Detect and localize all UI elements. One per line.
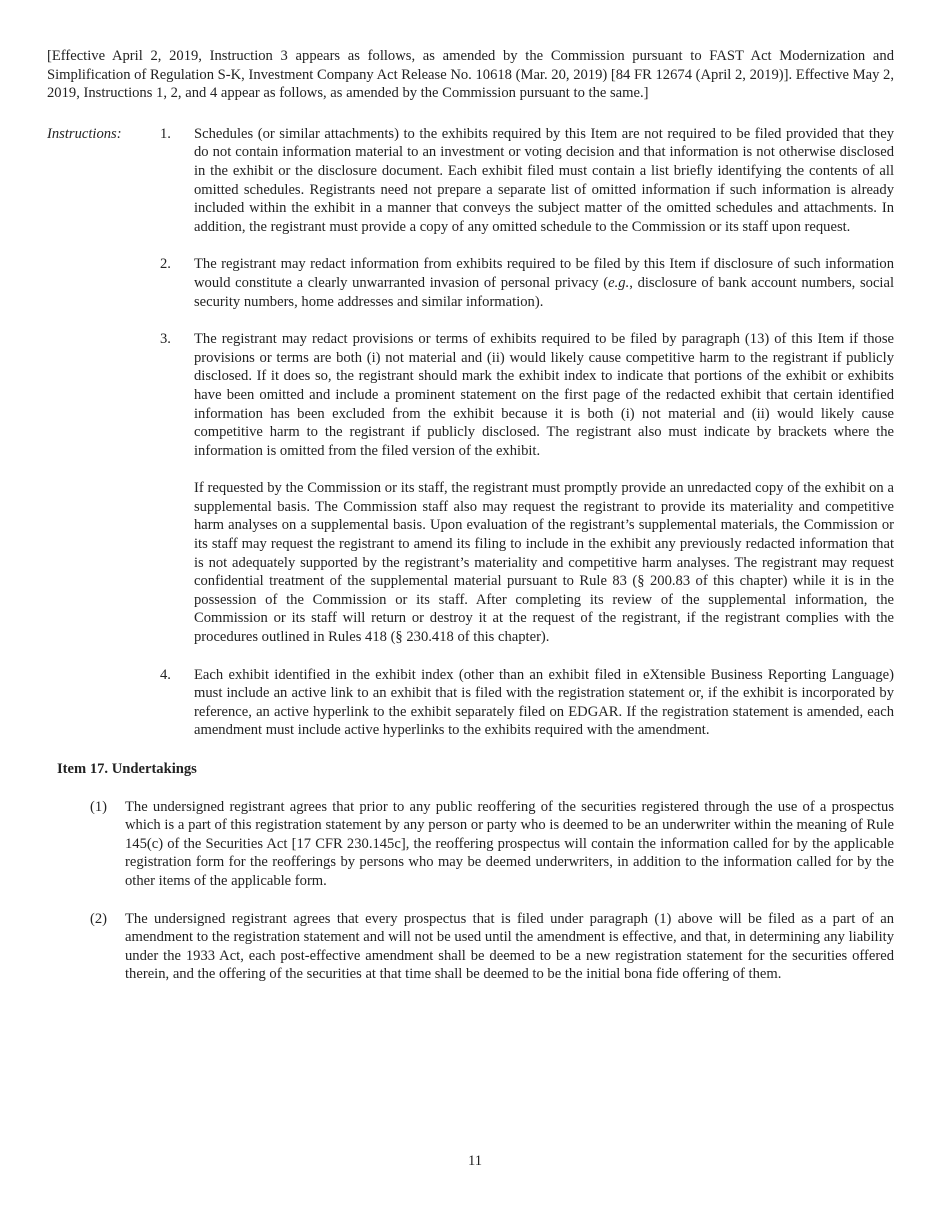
instruction-text-italic: e.g. xyxy=(608,274,630,291)
instruction-text-part: The registrant may redact information from exhibits required to be filed by this Item if disclosure of such information would constitute a clearly unwarranted invasion of personal privacy ( xyxy=(194,256,894,291)
instruction-text: Each exhibit identified in the exhibit index (other than an exhibit filed in eXtensible Business Reporting Language) must include an active link to an exhibit that is filed with the registration statement or, if the exhibit is incorporated by reference, an active hyperlink to the exhibit separately filed on EDGAR. If the registration statement is amended, each amendment must include active hyperlinks to the exhibits required with the amendment. xyxy=(194,666,894,739)
instruction-text: The registrant may redact provisions or terms of exhibits required to be filed by paragraph (13) of this Item if those provisions or terms are both (i) not material and (ii) would likely cause competitive harm to the registrant if publicly disclosed. If it does so, the registrant should mark the exhibit index to indicate that portions of the exhibit or exhibits have been omitted and include a prominent statement on the first page of the redacted exhibit that certain identified information has been excluded from the exhibit because it is both (i) not material and (ii) would likely cause competitive harm to the registrant if publicly disclosed. The registrant also must indicate by brackets where the information is omitted from the filed version of the exhibit. xyxy=(194,331,894,459)
instruction-number: 3. xyxy=(160,331,171,348)
instructions-list xyxy=(47,125,894,740)
instruction-number: 2. xyxy=(160,256,171,273)
undertaking-2 xyxy=(47,910,894,984)
undertaking-number: (2) xyxy=(90,910,108,927)
undertaking-text: The undersigned registrant agrees that every prospectus that is filed under paragraph (1) above will be filed as a part of an amendment to the registration statement and will not be used until the amendment is effective, and that, in determining any liability under the 1933 Act, each post-effective amendment shall be deemed to be a new registration statement for the securities offered therein, and the offering of the securities at that time shall be deemed to be the initial bona fide offering of them. xyxy=(125,910,894,983)
instruction-number: 4. xyxy=(160,666,171,683)
instruction-text-part: , disclosure of bank account numbers, social security numbers, home addresses and similar information). xyxy=(194,274,895,310)
instruction-1 xyxy=(47,125,894,237)
undertaking-1 xyxy=(47,798,894,891)
undertaking-text: The undersigned registrant agrees that prior to any public reoffering of the securities registered through the use of a prospectus which is a part of this registration statement by any person or party who is deemed to be an underwriter within the meaning of Rule 145(c) of the Securities Act [17 CFR 230.145c], the reoffering prospectus will contain the information called for by the applicable registration form for the reofferings by persons who may be deemed underwriters, in addition to the information called for by the other items of the applicable form. xyxy=(125,798,894,889)
instructions-label: Instructions: xyxy=(47,125,122,142)
instruction-4 xyxy=(47,666,894,740)
instruction-text: Schedules (or similar attachments) to the exhibits required by this Item are not required to be filed provided that they do not contain information material to an investment or voting decision and that information is not otherwise disclosed in the exhibit or the disclosure document. Each exhibit filed must contain a list briefly identifying the contents of all omitted schedules. Registrants need not prepare a separate list of omitted information if such information is already included within the exhibit in a manner that conveys the subject matter of the omitted schedules and attachments. In addition, the registrant must provide a copy of any omitted schedule to the Commission or its staff upon request. xyxy=(194,125,894,235)
instruction-text xyxy=(194,255,894,311)
effective-date-note: [Effective April 2, 2019, Instruction 3 appears as follows, as amended by the Commission pursuant to FAST Act Modernization and Simplification of Regulation S-K, Investment Company Act Release No. 10618 (Mar. 20, 2019) [84 FR 12674 (April 2, 2019)]. Effective May 2, 2019, Instructions 1, 2, and 4 appear as follows, as amended by the Commission pursuant to the same.] xyxy=(47,48,894,102)
instruction-text: If requested by the Commission or its staff, the registrant must promptly provide an unredacted copy of the exhibit on a supplemental basis. The Commission staff also may request the registrant to provide its materiality and competitive harm analyses on a supplemental basis. Upon evaluation of the registrant’s supplemental materials, the Commission or its staff may request the registrant to amend its filing to include in the exhibit any previously redacted information that is not adequately supported by the registrant’s materiality and competitive harm analyses. The registrant may request confidential treatment of the supplemental material pursuant to Rule 83 (§ 200.83 of this chapter) while it is in the possession of the Commission or its staff. After completing its review of the supplemental information, the Commission or its staff will return or destroy it at the request of the registrant, if the registrant complies with the procedures outlined in Rules 418 (§ 230.418 of this chapter). xyxy=(194,480,894,646)
item-17-heading: Item 17. Undertakings xyxy=(57,761,197,777)
instruction-number: 1. xyxy=(160,125,171,142)
undertaking-number: (1) xyxy=(90,798,108,815)
page-number: 11 xyxy=(467,1153,483,1169)
document-page xyxy=(47,47,894,984)
instruction-3 xyxy=(47,330,894,647)
instruction-2 xyxy=(47,255,894,311)
